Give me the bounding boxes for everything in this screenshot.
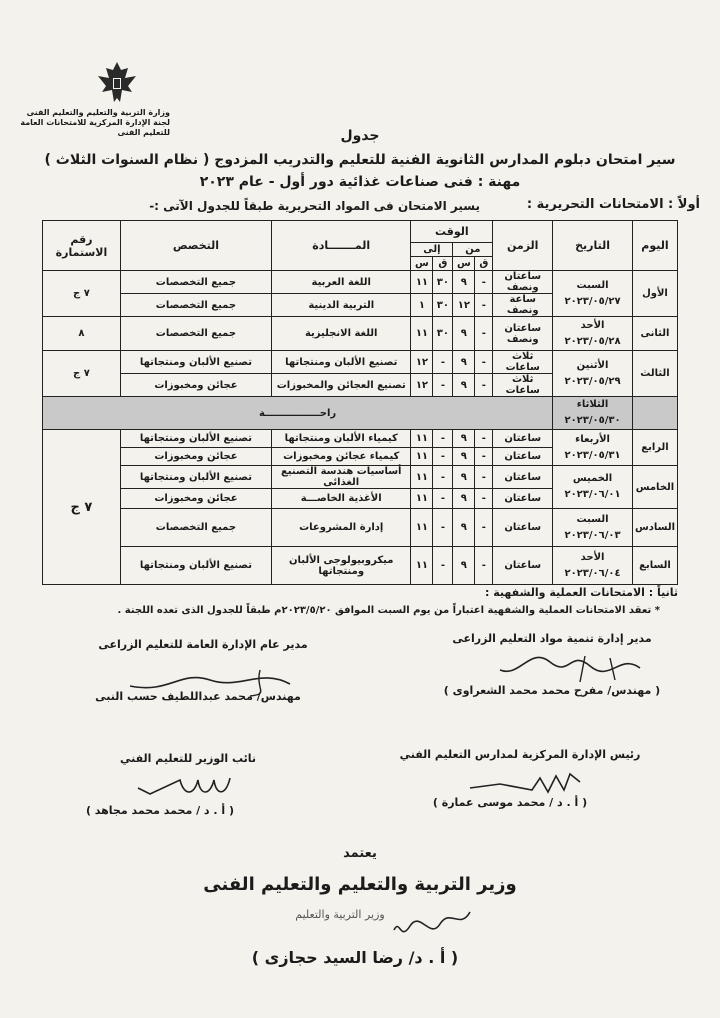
header-form-no: رقم الاستمارة [43, 221, 121, 271]
header-subject: المـــــــادة [272, 221, 411, 271]
to-q-cell: - [433, 509, 453, 547]
from-s-cell: ٩ [453, 374, 475, 397]
subject-cell: التربية الدينية [272, 294, 411, 317]
signature-1-scribble-icon [490, 648, 650, 688]
to-s-cell: ١١ [411, 317, 433, 351]
form-cell: ٧ ج [43, 430, 121, 585]
to-s-cell: ١١ [411, 271, 433, 294]
doc-subtitle: سير امتحان دبلوم المدارس الثانوية الفنية للتعليم والتدريب المزدوج ( نظام السنوات الثلاث ) [44, 152, 676, 168]
date-day: الأحد [580, 551, 605, 563]
approval-title: وزير التربية والتعليم والتعليم الفنى [203, 874, 517, 895]
day-cell: السادس [632, 509, 677, 547]
from-s-cell: ٩ [453, 271, 475, 294]
practical-note: * تعقد الامتحانات العملية والشفهية اعتباراً من يوم السبت الموافق ٢٠٢٣/٥/٢٠م طبقاً للجدول الذى تعده اللجنة . [117, 605, 660, 616]
from-s-cell: ٩ [453, 448, 475, 466]
from-s-cell: ١٢ [453, 294, 475, 317]
org-line-1: وزارة التربية والتعليم والتعليم الفنى [26, 108, 170, 117]
specialty-cell: جميع التخصصات [120, 509, 271, 547]
rest-day-cell [632, 397, 677, 430]
date-value: ٢٠٢٣/٠٥/٣٠ [564, 415, 621, 426]
header-day: اليوم [632, 221, 677, 271]
subject-cell: تصنيع الألبان ومنتجاتها [272, 351, 411, 374]
from-q-cell: - [475, 489, 493, 509]
duration-cell: ساعتان [493, 489, 553, 509]
approval-label: يعتمد [343, 846, 377, 861]
day-cell: الثانى [632, 317, 677, 351]
from-q-cell: - [475, 271, 493, 294]
to-s-cell: ١٢ [411, 374, 433, 397]
date-day: الخميس [572, 473, 613, 484]
date-cell [553, 351, 633, 397]
header-from-s: س [453, 257, 475, 271]
specialty-cell: تصنيع الألبان ومنتجاتها [120, 547, 271, 585]
date-day: السبت [576, 279, 609, 291]
specialty-cell: عجائن ومخبوزات [120, 374, 271, 397]
date-value: ٢٠٢٣/٠٥/٢٨ [564, 335, 621, 347]
specialty-cell: تصنيع الألبان ومنتجاتها [120, 430, 271, 448]
to-q-cell: - [433, 489, 453, 509]
from-s-cell: ٩ [453, 351, 475, 374]
rest-row [43, 397, 678, 430]
specialty-cell: جميع التخصصات [120, 294, 271, 317]
header-duration: الزمن [493, 221, 553, 271]
date-value: ٢٠٢٣/٠٥/٣١ [564, 449, 621, 461]
to-q-cell: - [433, 430, 453, 448]
subject-cell: أساسيات هندسة التصنيع الغذائى [272, 466, 411, 489]
duration-cell: ثلاث ساعات [493, 351, 553, 374]
specialty-cell: جميع التخصصات [120, 317, 271, 351]
header-time: الوقت [411, 221, 493, 243]
to-q-cell: ٣٠ [433, 317, 453, 351]
section-written-desc: يسير الامتحان فى المواد التحريرية طبقاً للجدول الآتى :- [149, 199, 480, 213]
form-cell: ٧ ج [43, 351, 121, 397]
specialty-cell: عجائن ومخبوزات [120, 489, 271, 509]
section-written-label: أولاً : الامتحانات التحريرية : [526, 197, 700, 212]
date-cell [553, 430, 633, 466]
to-q-cell: - [433, 374, 453, 397]
signature-3-title: رئيس الإدارة المركزية لمدارس التعليم الفني [399, 748, 641, 761]
subject-cell: الأغذية الخاصـــة [272, 489, 411, 509]
header-specialty: التخصص [120, 221, 271, 271]
to-s-cell: ١٢ [411, 351, 433, 374]
from-q-cell: - [475, 448, 493, 466]
duration-cell: ساعتان ونصف [493, 317, 553, 351]
header-to-s: س [411, 257, 433, 271]
table-row [43, 317, 678, 351]
from-q-cell: - [475, 374, 493, 397]
date-day: الأثنين [576, 359, 609, 371]
table-row [43, 509, 678, 547]
table-row [43, 547, 678, 585]
duration-cell: ساعتان [493, 448, 553, 466]
signature-3-scribble-icon [460, 766, 590, 800]
duration-cell: ساعة ونصف [493, 294, 553, 317]
date-value: ٢٠٢٣/٠٦/٠٤ [564, 567, 621, 579]
form-cell: ٨ [43, 317, 121, 351]
date-cell [553, 397, 633, 430]
to-s-cell: ١١ [411, 547, 433, 585]
date-cell [553, 509, 633, 547]
from-q-cell: - [475, 466, 493, 489]
to-q-cell: ٣٠ [433, 271, 453, 294]
from-s-cell: ٩ [453, 547, 475, 585]
date-cell [553, 547, 633, 585]
approval-stamp-text: وزير التربية والتعليم [295, 908, 385, 921]
rest-label: راحــــــــــــــــة [43, 397, 553, 430]
day-cell: الرابع [632, 430, 677, 466]
table-row [43, 271, 678, 294]
header-date: التاريخ [553, 221, 633, 271]
to-s-cell: ١١ [411, 466, 433, 489]
to-s-cell: ١١ [411, 489, 433, 509]
signature-block-1 [402, 632, 702, 645]
specialty-cell: جميع التخصصات [120, 271, 271, 294]
section-practical-label: ثانياً : الامتحانات العملية والشفهية : [485, 586, 678, 599]
from-q-cell: - [475, 430, 493, 448]
duration-cell: ساعتان [493, 466, 553, 489]
approval-scribble-icon [390, 900, 480, 940]
subject-cell: اللغة الانجليزية [272, 317, 411, 351]
to-s-cell: ١ [411, 294, 433, 317]
from-q-cell: - [475, 317, 493, 351]
from-s-cell: ٩ [453, 430, 475, 448]
table-row [43, 430, 678, 448]
table-row [43, 466, 678, 489]
doc-profession: مهنة : فنى صناعات غذائية دور أول - عام ٢٠٢٣ [199, 174, 521, 190]
signature-4-title: نائب الوزير للتعليم الفني [120, 752, 256, 765]
exam-schedule-table [42, 220, 678, 585]
doc-title: جدول [340, 128, 380, 144]
subject-cell: كيمياء عجائن ومخبوزات [272, 448, 411, 466]
from-s-cell: ٩ [453, 317, 475, 351]
subject-cell: إدارة المشروعات [272, 509, 411, 547]
from-s-cell: ٩ [453, 509, 475, 547]
from-s-cell: ٩ [453, 466, 475, 489]
date-value: ٢٠٢٣/٠٦/٠٣ [564, 529, 621, 541]
header-to-q: ق [433, 257, 453, 271]
org-line-2: لجنة الإدارة المركزية للامتحانات العامة للتعليم الفنى [20, 118, 170, 137]
header-from-q: ق [475, 257, 493, 271]
from-s-cell: ٩ [453, 489, 475, 509]
day-cell: الثالث [632, 351, 677, 397]
subject-cell: اللغة العربية [272, 271, 411, 294]
signature-4-scribble-icon [130, 768, 240, 804]
to-s-cell: ١١ [411, 430, 433, 448]
duration-cell: ساعتان [493, 430, 553, 448]
to-q-cell: - [433, 547, 453, 585]
duration-cell: ساعتان ونصف [493, 271, 553, 294]
to-q-cell: - [433, 448, 453, 466]
date-value: ٢٠٢٣/٠٥/٢٩ [564, 375, 621, 387]
to-q-cell: - [433, 351, 453, 374]
date-cell [553, 466, 633, 509]
duration-cell: ساعتان [493, 509, 553, 547]
from-q-cell: - [475, 547, 493, 585]
specialty-cell: عجائن ومخبوزات [120, 448, 271, 466]
signature-1-name: ( مهندس/ مفرح محمد محمد الشعراوى ) [443, 684, 661, 697]
to-q-cell: ٣٠ [433, 294, 453, 317]
from-q-cell: - [475, 294, 493, 317]
signature-4-name: ( أ . د / محمد محمد مجاهد ) [85, 804, 235, 817]
table-row [43, 351, 678, 374]
day-cell: الخامس [632, 466, 677, 509]
form-cell: ٧ ج [43, 271, 121, 317]
egypt-eagle-emblem-icon [92, 58, 142, 108]
from-q-cell: - [475, 509, 493, 547]
header-to: إلى [411, 243, 453, 257]
signature-2-title: مدير عام الإدارة العامة للتعليم الزراعى [98, 638, 308, 651]
specialty-cell: تصنيع الألبان ومنتجاتها [120, 351, 271, 374]
signature-1-title: مدير إدارة تنمية مواد التعليم الزراعى [452, 632, 652, 645]
signature-3-name: ( أ . د / محمد موسى عمارة ) [432, 796, 588, 809]
date-day: الثلاثاء [576, 399, 609, 410]
date-day: السبت [576, 513, 609, 525]
approval-name: ( أ . د/ رضا السيد حجازى ) [251, 948, 459, 967]
header-from: من [453, 243, 493, 257]
date-value: ٢٠٢٣/٠٦/٠١ [564, 489, 621, 500]
specialty-cell: تصنيع الألبان ومنتجاتها [120, 466, 271, 489]
subject-cell: كيمياء الألبان ومنتجاتها [272, 430, 411, 448]
day-cell: السابع [632, 547, 677, 585]
from-q-cell: - [475, 351, 493, 374]
to-s-cell: ١١ [411, 509, 433, 547]
day-cell: الأول [632, 271, 677, 317]
date-day: الأحد [580, 319, 605, 331]
date-value: ٢٠٢٣/٠٥/٢٧ [564, 295, 621, 307]
to-s-cell: ١١ [411, 448, 433, 466]
subject-cell: ميكروبيولوجى الألبان ومنتجاتها [272, 547, 411, 585]
subject-cell: تصنيع العجائن والمخبوزات [272, 374, 411, 397]
to-q-cell: - [433, 466, 453, 489]
duration-cell: ساعتان [493, 547, 553, 585]
date-cell [553, 317, 633, 351]
duration-cell: ثلاث ساعات [493, 374, 553, 397]
signature-2-name: مهندس/ محمد عبداللطيف حسب النبى [95, 690, 301, 703]
date-cell [553, 271, 633, 317]
date-day: الأربعاء [575, 433, 610, 445]
